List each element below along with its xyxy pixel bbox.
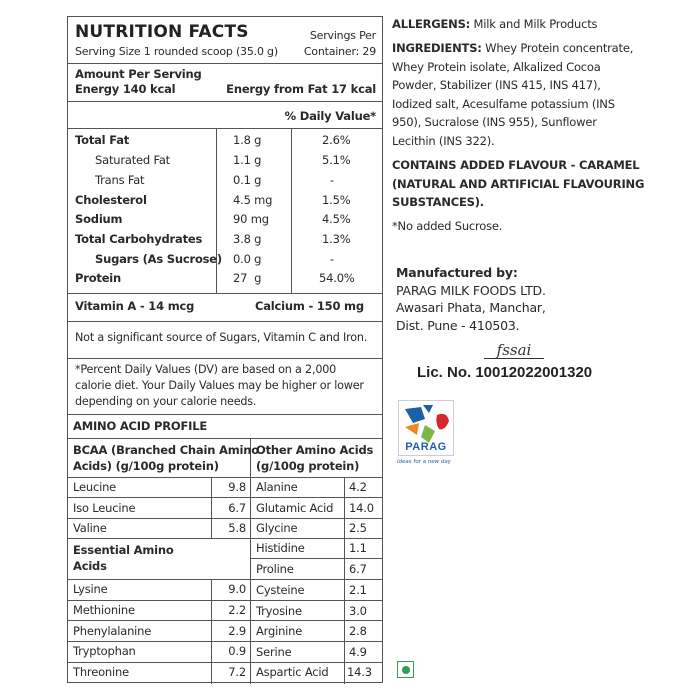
brand-name: PARAG — [405, 441, 447, 453]
other-header-line2: (g/100g protein) — [256, 459, 360, 473]
divider — [68, 101, 382, 102]
nutrient-amount: 4.5 mg — [233, 193, 273, 207]
bcaa-name: Iso Leucine — [73, 501, 136, 515]
address-line: Awasari Phata, Manchar, — [396, 300, 546, 315]
nutrient-dv: 1.3% — [322, 232, 351, 246]
divider — [68, 63, 382, 64]
divider — [250, 620, 382, 621]
other-value: 2.5 — [349, 521, 367, 535]
nutrient-amount: 1.8 g — [233, 133, 262, 147]
bcaa-header-line1: BCAA (Branched Chain Amino — [73, 443, 259, 457]
ingredients-line: 950), Sucralose (INS 955), Sunflower — [392, 115, 597, 129]
energy-from-fat: Energy from Fat 17 kcal — [226, 82, 376, 96]
divider — [68, 414, 382, 415]
divider — [68, 477, 382, 478]
divider — [250, 641, 382, 642]
ingredients-line: Whey Protein concentrate, — [481, 41, 634, 55]
divider — [68, 662, 250, 663]
nutrient-dv: 4.5% — [322, 212, 351, 226]
essential-value: 0.9 — [228, 644, 246, 658]
essential-name: Phenylalanine — [73, 624, 152, 638]
nutrient-amount: 0.0 g — [233, 252, 262, 266]
servings-per-line1: Servings Per — [309, 29, 376, 42]
other-value: 14.0 — [349, 501, 374, 515]
nutrition-facts-panel — [67, 16, 383, 683]
divider — [250, 558, 382, 559]
amino-title: AMINO ACID PROFILE — [73, 419, 207, 433]
divider — [250, 538, 382, 539]
divider — [68, 641, 250, 642]
divider — [68, 538, 250, 539]
parag-logo-icon — [399, 401, 455, 445]
other-name: Cysteine — [256, 583, 305, 597]
flavour-line: CONTAINS ADDED FLAVOUR - CARAMEL — [392, 158, 640, 172]
divider — [250, 579, 382, 580]
parag-logo — [398, 400, 454, 456]
vitamin-a: Vitamin A - 14 mcg — [75, 299, 195, 313]
nutrient-amount: 0.1 g — [233, 173, 262, 187]
nutrient-name: Total Carbohydrates — [75, 232, 203, 246]
other-name: Glycine — [256, 521, 298, 535]
essential-value: 2.2 — [228, 603, 246, 617]
nutrient-name: Sugars (As Sucrose) — [95, 252, 222, 266]
serving-size: Serving Size 1 rounded scoop (35.0 g) — [75, 45, 278, 58]
fssai-logo: fssai — [484, 342, 544, 359]
other-name: Glutamic Acid — [256, 501, 334, 515]
divider — [250, 497, 382, 498]
address-line: Dist. Pune - 410503. — [396, 317, 520, 333]
other-name: Arginine — [256, 624, 303, 638]
license-number: Lic. No. 10012022001320 — [417, 364, 593, 381]
allergens — [392, 15, 692, 34]
other-header-line1: Other Amino Acids — [256, 443, 374, 457]
allergens-text: Milk and Milk Products — [470, 17, 598, 31]
amount-per-serving: Amount Per Serving — [75, 67, 202, 81]
ingredients-line: Iodized salt, Acesulfame potassium (INS — [392, 96, 615, 111]
column-divider — [291, 128, 292, 293]
essential-name: Methionine — [73, 603, 135, 617]
essential-value: 9.0 — [228, 582, 246, 596]
divider — [68, 600, 250, 601]
essential-name: Tryptophan — [73, 644, 136, 658]
energy: Energy 140 kcal — [75, 82, 176, 96]
daily-value-header: % Daily Value* — [284, 109, 376, 123]
bcaa-value: 9.8 — [228, 480, 246, 494]
nutrient-amount: 1.1 g — [233, 153, 262, 167]
nutrient-amount: 90 mg — [233, 212, 269, 226]
column-divider — [250, 438, 251, 684]
veg-mark-icon — [397, 661, 414, 678]
nutrient-name: Trans Fat — [95, 173, 145, 187]
other-value: 4.2 — [349, 480, 367, 494]
ingredients — [392, 39, 692, 150]
essential-value: 2.9 — [228, 624, 246, 638]
other-value: 2.1 — [349, 583, 367, 597]
nutrient-name: Total Fat — [75, 133, 130, 147]
nutrient-dv: 2.6% — [322, 133, 351, 147]
essential-name: Threonine — [73, 665, 129, 679]
column-divider — [216, 128, 217, 293]
no-sucrose-note: *No added Sucrose. — [392, 219, 503, 233]
divider — [68, 497, 250, 498]
bcaa-value: 6.7 — [228, 501, 246, 515]
divider — [68, 438, 382, 439]
bcaa-name: Valine — [73, 521, 107, 535]
essential-header-line2: Acids — [73, 559, 107, 573]
servings-per-line2: Container: 29 — [303, 45, 376, 58]
company-name: PARAG MILK FOODS LTD. — [396, 282, 546, 298]
nutrition-title: NUTRITION FACTS — [75, 22, 249, 42]
other-value: 6.7 — [349, 562, 367, 576]
nutrient-amount: 27 g — [233, 271, 262, 285]
divider — [250, 662, 382, 663]
bcaa-name: Leucine — [73, 480, 117, 494]
calcium: Calcium - 150 mg — [255, 299, 364, 313]
nutrient-amount: 3.8 g — [233, 232, 262, 246]
flavour-note — [392, 156, 692, 212]
divider — [68, 128, 382, 129]
column-divider — [344, 477, 345, 684]
manufactured-by-label: Manufactured by: — [396, 265, 518, 280]
ingredients-label: INGREDIENTS: — [392, 41, 482, 55]
veg-dot — [402, 666, 410, 674]
nutrient-dv: - — [330, 252, 334, 266]
allergens-label: ALLERGENS: — [392, 17, 471, 31]
nutrient-dv: 54.0% — [319, 271, 355, 285]
divider — [250, 518, 382, 519]
bcaa-header-line2: Acids) (g/100g protein) — [73, 459, 219, 473]
other-value: 2.8 — [349, 624, 367, 638]
footnote-line2: calorie diet. Your Daily Values may be higher or lower — [75, 379, 364, 392]
divider — [68, 518, 250, 519]
other-name: Alanine — [256, 480, 298, 494]
bcaa-value: 5.8 — [228, 521, 246, 535]
divider — [250, 600, 382, 601]
divider — [68, 321, 382, 322]
divider — [68, 293, 382, 294]
footnote-line1: *Percent Daily Values (DV) are based on a 2,000 — [75, 363, 337, 376]
divider — [68, 358, 382, 359]
nutrient-name: Saturated Fat — [95, 153, 170, 167]
other-value: 3.0 — [349, 604, 367, 618]
nutrient-name: Sodium — [75, 212, 123, 226]
other-name: Proline — [256, 562, 294, 576]
essential-header-line1: Essential Amino — [73, 543, 174, 557]
other-name: Serine — [256, 645, 292, 659]
footnote-line3: depending on your calorie needs. — [75, 395, 257, 408]
other-name: Histidine — [256, 541, 305, 555]
other-value: 4.9 — [349, 645, 367, 659]
nutrient-dv: - — [330, 173, 334, 187]
flavour-line: SUBSTANCES). — [392, 195, 484, 209]
essential-name: Lysine — [73, 582, 108, 596]
ingredients-line: Lecithin (INS 322). — [392, 133, 495, 148]
not-significant-note: Not a significant source of Sugars, Vitamin C and Iron. — [75, 331, 368, 344]
essential-value: 7.2 — [228, 665, 246, 679]
nutrient-dv: 1.5% — [322, 193, 351, 207]
divider — [68, 620, 250, 621]
brand-tagline: ideas for a new day — [397, 459, 452, 465]
other-name: Tryosine — [256, 604, 302, 618]
divider — [68, 579, 250, 580]
ingredients-line: Whey Protein isolate, Alkalized Cocoa — [392, 59, 601, 74]
manufacturer — [396, 264, 696, 334]
ingredients-line: Powder, Stabilizer (INS 415, INS 417), — [392, 78, 601, 92]
other-value: 1.1 — [349, 541, 367, 555]
flavour-line: (NATURAL AND ARTIFICIAL FLAVOURING — [392, 176, 645, 191]
other-value: 14.3 — [347, 665, 372, 679]
nutrient-name: Cholesterol — [75, 193, 147, 207]
nutrient-name: Protein — [75, 271, 122, 285]
other-name: Aspartic Acid — [256, 665, 329, 679]
nutrient-dv: 5.1% — [322, 153, 351, 167]
